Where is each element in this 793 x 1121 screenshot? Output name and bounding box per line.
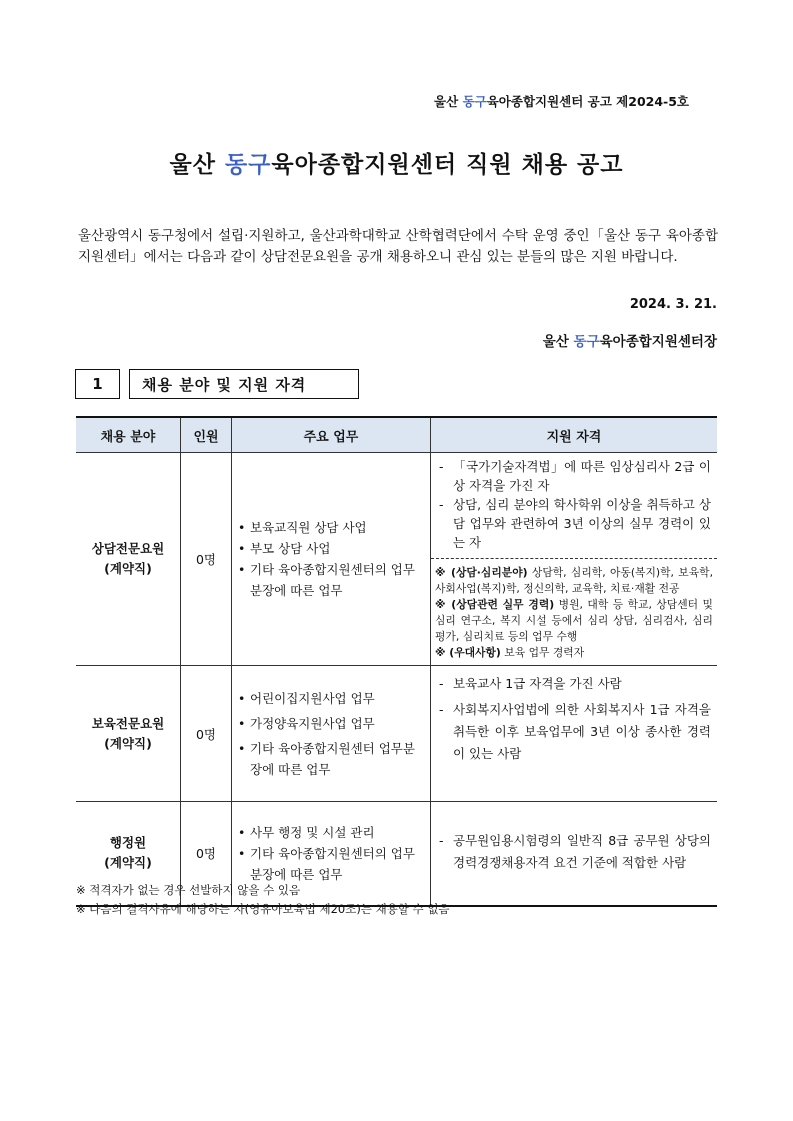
header-count: 인원 — [181, 417, 232, 453]
field-name: 행정원 — [109, 835, 147, 851]
page-title: 울산 동구육아종합지원센터 직원 채용 공고 — [169, 152, 624, 178]
count-cell: 0명 — [181, 802, 232, 906]
duty-item: • 어린이집지원사업 업무 — [236, 688, 424, 709]
table-row — [76, 453, 717, 666]
duty-item: • 보육교직원 상담 사업 — [236, 517, 424, 538]
note-item: ※ (우대사항) 보육 업무 경력자 — [435, 646, 585, 659]
duties-cell — [232, 666, 431, 802]
qualification-item: - 상담, 심리 분야의 학사학위 이상을 취득하고 상담 업무와 관련하여 3년 이상의 실무 경력이 있는 자 — [437, 495, 711, 552]
field-type: (계약직) — [104, 735, 152, 751]
qualifications-cell — [431, 666, 718, 802]
field-cell — [76, 453, 181, 666]
header-duties: 주요 업무 — [232, 417, 431, 453]
section-title: 채용 분야 및 지원 자격 — [129, 369, 359, 399]
intro-paragraph: 울산광역시 동구청에서 설립·지원하고, 울산과학대학교 산학협력단에서 수탁 운영 중인「울산 동구 육아종합지원센터」에서는 다음과 같이 상담전문요원을 공개 채용하오니 관심 있는 분들의 많은 지원 바랍니다. — [78, 228, 718, 265]
qualification-item: - 「국가기술자격법」에 따른 임상심리사 2급 이상 자격을 가진 자 — [437, 457, 711, 495]
notice-number: 울산 동구육아종합지원센터 공고 제2024-5호 — [434, 94, 689, 109]
count-cell: 0명 — [181, 453, 232, 666]
duty-item: • 사무 행정 및 시설 관리 — [236, 822, 424, 843]
qualifications-cell — [431, 453, 718, 666]
footnote-item: ※ 다음의 결격사유에 해당하는 자(영유아보육법 제20조)는 채용할 수 없음 — [76, 902, 450, 916]
field-type: (계약직) — [104, 855, 152, 871]
duty-item: • 기타 육아종합지원센터의 업무 분장에 따른 업무 — [236, 559, 424, 601]
recruitment-table — [76, 416, 717, 907]
qualification-item: - 보육교사 1급 자격을 가진 사람 — [437, 674, 711, 693]
header-field: 채용 분야 — [76, 417, 181, 453]
notice-date: 2024. 3. 21. — [629, 297, 717, 312]
duties-cell — [232, 453, 431, 666]
duty-item: • 기타 육아종합지원센터 업무분장에 따른 업무 — [236, 738, 424, 780]
field-type: (계약직) — [104, 561, 152, 576]
qualification-item: - 공무원임용시험령의 일반직 8급 공무원 상당의 경력경쟁채용자격 요건 기준에 적합한 사람 — [437, 830, 711, 874]
section-number: 1 — [75, 369, 120, 399]
field-name: 보육전문요원 — [91, 715, 165, 731]
duty-item: • 가정양육지원사업 업무 — [236, 713, 424, 734]
signer: 울산 동구육아종합지원센터장 — [542, 334, 717, 350]
footnotes — [76, 881, 450, 919]
note-item: ※ (상담·심리분야) 상담학, 심리학, 아동(복지)학, 보육학, 사회사업(복지)학, 정신의학, 교육학, 치료·재활 전공 — [435, 566, 713, 595]
table-row — [76, 666, 717, 802]
header-qualifications: 지원 자격 — [431, 417, 718, 453]
note-item: ※ (상담관련 실무 경력) 병원, 대학 등 학교, 상담센터 및 심리 연구소, 복지 시설 등에서 심리 상담, 심리검사, 심리 평가, 심리치료 등의 업무 수행 — [435, 598, 713, 643]
duty-item: • 부모 상담 사업 — [236, 538, 424, 559]
field-cell — [76, 666, 181, 802]
footnote-item: ※ 적격자가 없는 경우 선발하지 않을 수 있음 — [76, 883, 301, 897]
qualification-notes — [431, 558, 717, 665]
count-cell: 0명 — [181, 666, 232, 802]
field-name: 상담전문요원 — [91, 541, 165, 556]
table-header-row — [76, 417, 717, 453]
qualification-item: - 사회복지사업법에 의한 사회복지사 1급 자격을 취득한 이후 보육업무에 3년 이상 종사한 경력이 있는 사람 — [437, 699, 711, 765]
qualifications-cell — [431, 802, 718, 906]
duty-item: • 기타 육아종합지원센터의 업무 분장에 따른 업무 — [236, 843, 424, 885]
